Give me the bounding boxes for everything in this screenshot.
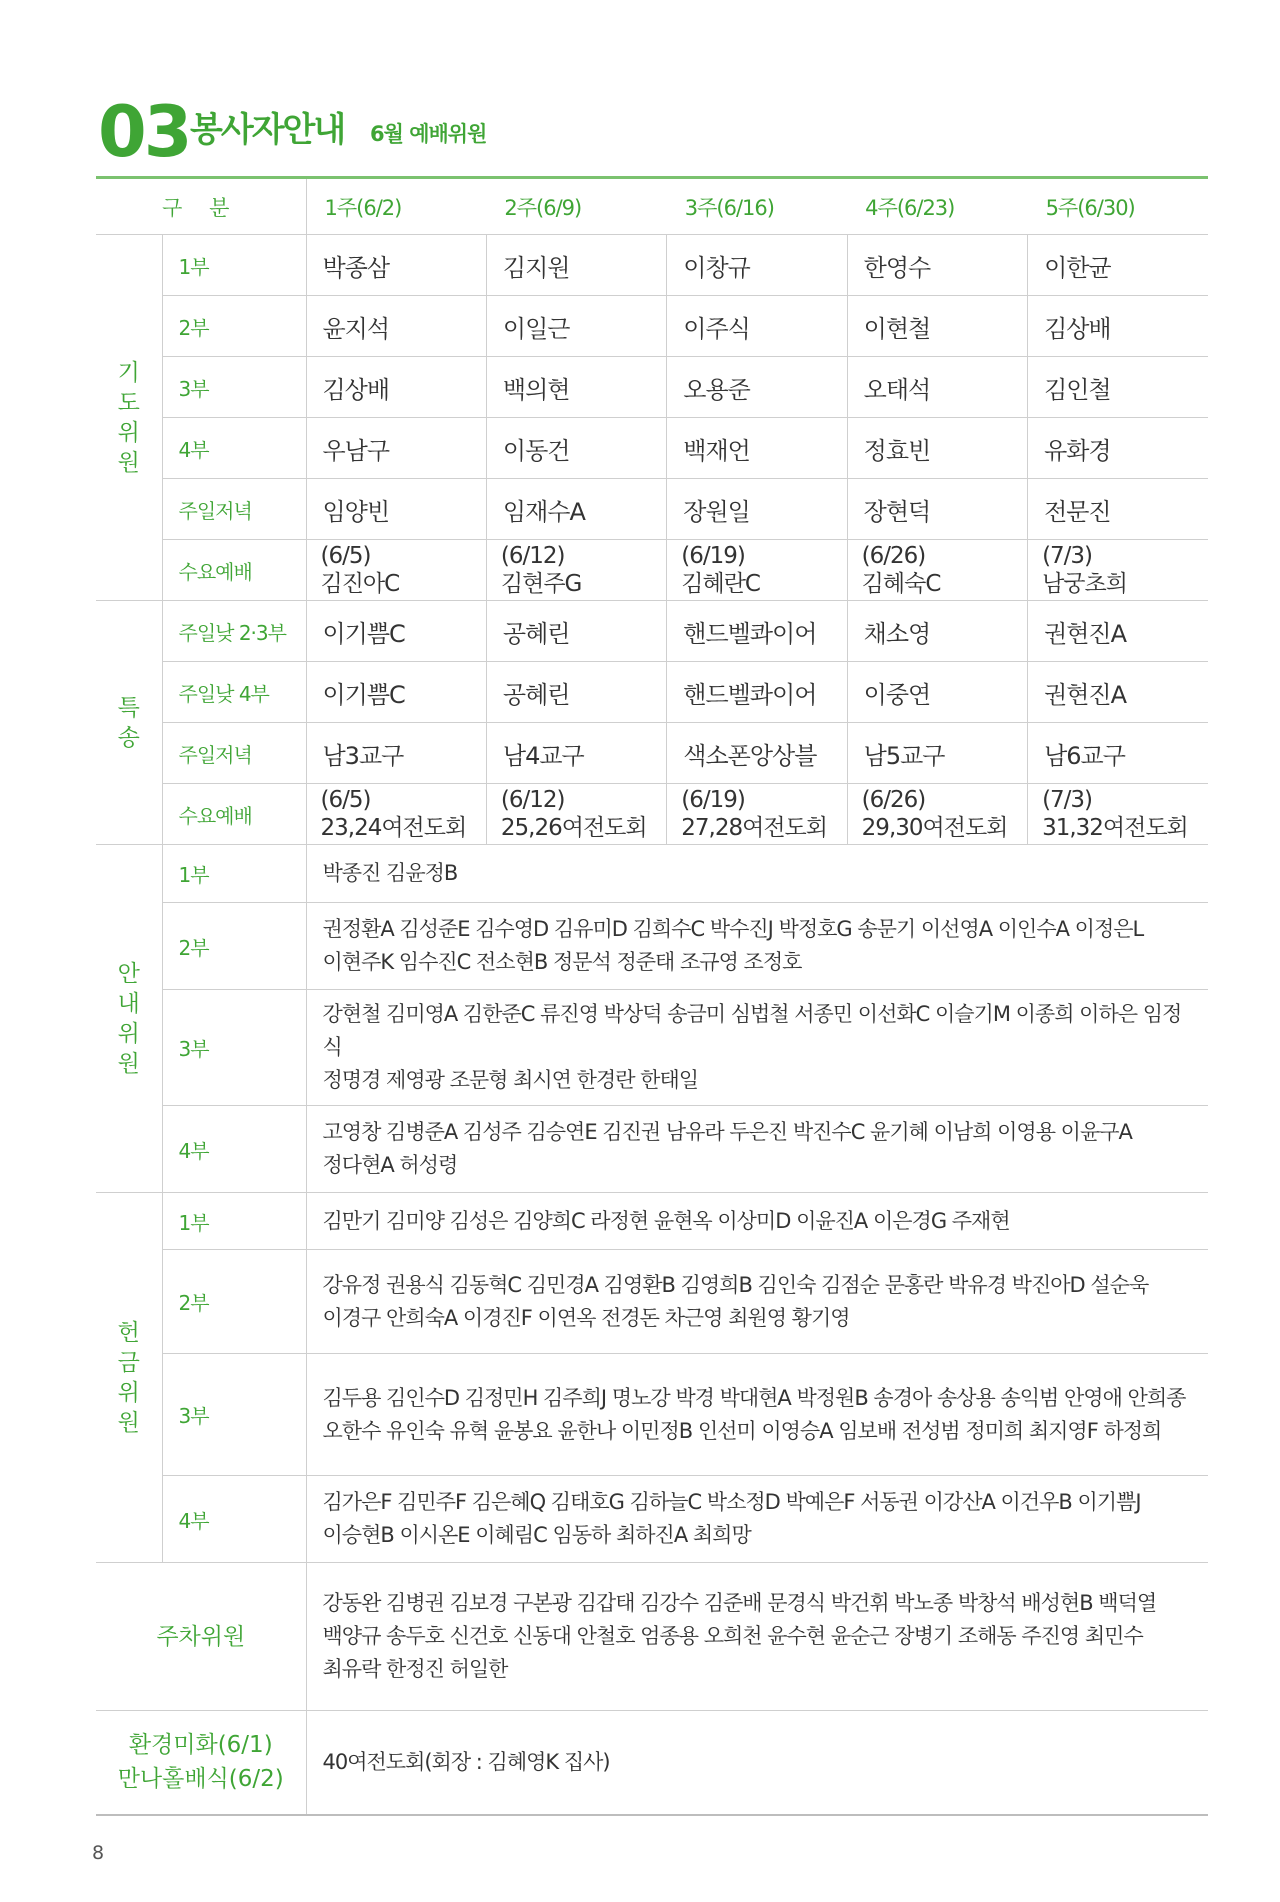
table-cell: 남5교구: [847, 723, 1027, 784]
table-cell: (6/12) 25,26여전도회: [486, 784, 666, 845]
names-cell: 김두용 김인수D 김정민H 김주희J 명노강 박경 박대현A 박정원B 송경아 송상용 송익범 안영애 안희종 오한수 유인숙 유혁 윤봉요 윤한나 이민정B 인선미 이영승A 임보배 전성범 정미희 최지영F 하정희: [306, 1354, 1208, 1476]
table-cell: 전문진: [1028, 479, 1208, 540]
table-cell: (7/3) 31,32여전도회: [1028, 784, 1208, 845]
table-cell: 권현진A: [1028, 662, 1208, 723]
names-cell: 권정환A 김성준E 김수영D 김유미D 김희수C 박수진J 박정호G 송문기 이선영A 이인수A 이정은L 이현주K 임수진C 전소현B 정문석 정준태 조규영 조정호: [306, 903, 1208, 990]
row-label: 1부: [162, 1193, 306, 1250]
table-row: [96, 601, 1208, 662]
table-row: [96, 1354, 1208, 1476]
table-row: [96, 1250, 1208, 1354]
names-cell: 박종진 김윤정B: [306, 845, 1208, 903]
table-cell: (6/12) 김현주G: [486, 540, 666, 601]
table-cell: (6/19) 김혜란C: [667, 540, 847, 601]
row-label: 주일낮 4부: [162, 662, 306, 723]
row-label: 주일저녁: [162, 479, 306, 540]
section-number: 03: [98, 91, 190, 173]
table-row: [96, 1106, 1208, 1193]
category-parking: 주차위원: [96, 1563, 306, 1711]
table-cell: 오태석: [847, 357, 1027, 418]
row-label: 2부: [162, 903, 306, 990]
row-label: 3부: [162, 357, 306, 418]
table-cell: (6/26) 김혜숙C: [847, 540, 1027, 601]
table-row: [96, 723, 1208, 784]
table-cell: 이현철: [847, 296, 1027, 357]
table-cell: 핸드벨콰이어: [667, 601, 847, 662]
table-cell: (6/5) 23,24여전도회: [306, 784, 486, 845]
table-cell: 남6교구: [1028, 723, 1208, 784]
table-cell: 임재수A: [486, 479, 666, 540]
table-cell: 이기쁨C: [306, 662, 486, 723]
section-title: 봉사자안내: [190, 110, 345, 150]
header-week-3: 3주(6/16): [667, 178, 847, 235]
table-row: [96, 418, 1208, 479]
header-week-4: 4주(6/23): [847, 178, 1027, 235]
table-cell: 공혜린: [486, 601, 666, 662]
table-row: [96, 1563, 1208, 1711]
names-cell: 김가은F 김민주F 김은혜Q 김태호G 김하늘C 박소정D 박예은F 서동권 이강산A 이건우B 이기쁨J 이승현B 이시온E 이혜림C 임동하 최하진A 최희망: [306, 1476, 1208, 1563]
table-cell: 색소폰앙상블: [667, 723, 847, 784]
table-row: [96, 1476, 1208, 1563]
row-label: 수요예배: [162, 784, 306, 845]
table-cell: 이기쁨C: [306, 601, 486, 662]
table-row: [96, 1711, 1208, 1815]
table-cell: (6/19) 27,28여전도회: [667, 784, 847, 845]
volunteer-table: [96, 176, 1208, 1816]
table-cell: 이동건: [486, 418, 666, 479]
table-row: [96, 357, 1208, 418]
table-row: [96, 903, 1208, 990]
category-env: 환경미화(6/1) 만나홀배식(6/2): [96, 1711, 306, 1815]
table-cell: 이중연: [847, 662, 1027, 723]
table-cell: 장현덕: [847, 479, 1027, 540]
table-row: [96, 479, 1208, 540]
section-subtitle: 6월 예배위원: [370, 122, 487, 146]
table-cell: 박종삼: [306, 235, 486, 296]
table-cell: 백재언: [667, 418, 847, 479]
env-cell: 40여전도회(회장 : 김혜영K 집사): [306, 1711, 1208, 1815]
row-label: 수요예배: [162, 540, 306, 601]
table-cell: 윤지석: [306, 296, 486, 357]
row-label: 2부: [162, 1250, 306, 1354]
table-cell: 정효빈: [847, 418, 1027, 479]
table-cell: 채소영: [847, 601, 1027, 662]
category-prayer: 기도위원: [96, 235, 162, 601]
row-label: 4부: [162, 418, 306, 479]
row-label: 1부: [162, 845, 306, 903]
table-row: [96, 845, 1208, 903]
table-cell: 남4교구: [486, 723, 666, 784]
names-cell: 강유정 권용식 김동혁C 김민경A 김영환B 김영희B 김인숙 김점순 문홍란 박유경 박진아D 설순욱 이경구 안희숙A 이경진F 이연옥 전경돈 차근영 최원영 황기영: [306, 1250, 1208, 1354]
names-cell: 강동완 김병권 김보경 구본광 김갑태 김강수 김준배 문경식 박건휘 박노종 박창석 배성현B 백덕열 백양규 송두호 신건호 신동대 안철호 엄종용 오희천 윤수현 윤순근 장병기 조해동 주진영 최민수 최유락 한정진 허일한: [306, 1563, 1208, 1711]
header-week-2: 2주(6/9): [486, 178, 666, 235]
names-cell: 김만기 김미양 김성은 김양희C 라정현 윤현옥 이상미D 이윤진A 이은경G 주재현: [306, 1193, 1208, 1250]
section-header: [98, 92, 1208, 178]
table-cell: 김상배: [306, 357, 486, 418]
row-label: 주일저녁: [162, 723, 306, 784]
names-cell: 고영창 김병준A 김성주 김승연E 김진권 남유라 두은진 박진수C 윤기혜 이남희 이영용 이윤구A 정다현A 허성령: [306, 1106, 1208, 1193]
row-label: 3부: [162, 1354, 306, 1476]
table-cell: 권현진A: [1028, 601, 1208, 662]
table-cell: 우남구: [306, 418, 486, 479]
row-label: 4부: [162, 1476, 306, 1563]
page-number: 8: [92, 1842, 105, 1864]
header-week-5: 5주(6/30): [1028, 178, 1208, 235]
row-label: 2부: [162, 296, 306, 357]
table-row: [96, 990, 1208, 1106]
table-cell: 김상배: [1028, 296, 1208, 357]
row-label: 4부: [162, 1106, 306, 1193]
category-offering: 헌금위원: [96, 1193, 162, 1563]
table-cell: 이주식: [667, 296, 847, 357]
table-cell: 오용준: [667, 357, 847, 418]
category-special: 특송: [96, 601, 162, 845]
table-cell: (6/26) 29,30여전도회: [847, 784, 1027, 845]
table-cell: (7/3) 남궁초희: [1028, 540, 1208, 601]
table-cell: 한영수: [847, 235, 1027, 296]
table-cell: 공혜린: [486, 662, 666, 723]
header-gubun: 구 분: [96, 178, 306, 235]
table-cell: 백의현: [486, 357, 666, 418]
table-cell: 핸드벨콰이어: [667, 662, 847, 723]
row-label: 3부: [162, 990, 306, 1106]
header-week-1: 1주(6/2): [306, 178, 486, 235]
table-cell: 장원일: [667, 479, 847, 540]
table-row: [96, 1193, 1208, 1250]
table-row: [96, 235, 1208, 296]
table-cell: 이일근: [486, 296, 666, 357]
table-cell: 김인철: [1028, 357, 1208, 418]
category-guide: 안내위원: [96, 845, 162, 1193]
table-cell: 남3교구: [306, 723, 486, 784]
row-label: 주일낮 2·3부: [162, 601, 306, 662]
table-cell: 임양빈: [306, 479, 486, 540]
row-label: 1부: [162, 235, 306, 296]
table-cell: 이한균: [1028, 235, 1208, 296]
table-cell: 유화경: [1028, 418, 1208, 479]
names-cell: 강현철 김미영A 김한준C 류진영 박상덕 송금미 심법철 서종민 이선화C 이슬기M 이종희 이하은 임정식 정명경 제영광 조문형 최시연 한경란 한태일: [306, 990, 1208, 1106]
table-cell: 김지원: [486, 235, 666, 296]
table-row: [96, 296, 1208, 357]
table-cell: (6/5) 김진아C: [306, 540, 486, 601]
table-row: [96, 784, 1208, 845]
table-header-row: [96, 178, 1208, 235]
table-row: [96, 540, 1208, 601]
table-cell: 이창규: [667, 235, 847, 296]
table-row: [96, 662, 1208, 723]
